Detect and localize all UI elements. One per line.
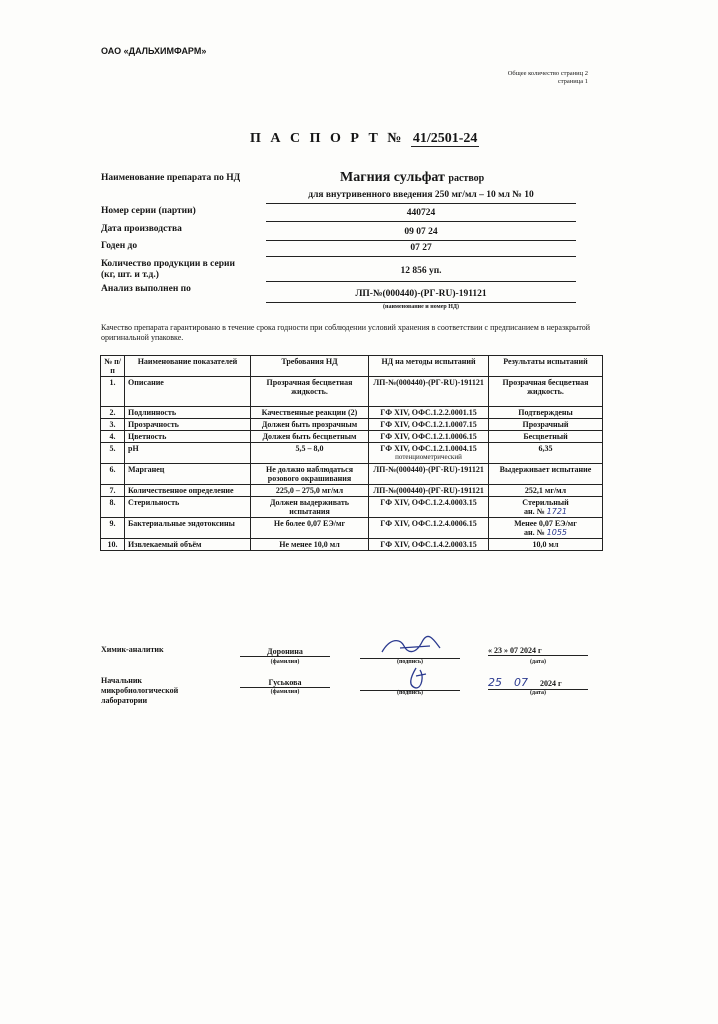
head-date-day: 25 (488, 676, 502, 689)
analysis-label: Анализ выполнен по (101, 284, 191, 294)
row-indicator: Цветность (125, 431, 251, 443)
row-number: 10. (101, 539, 125, 551)
head-date (488, 676, 588, 690)
production-date-label: Дата производства (101, 224, 182, 234)
table-row (101, 497, 603, 518)
document-title (250, 131, 479, 147)
row-indicator: pH (125, 443, 251, 464)
series-value: 440724 (406, 208, 436, 218)
row-method (369, 443, 489, 464)
row-indicator: Подлинность (125, 407, 251, 419)
result-text: Стерильный (522, 498, 569, 507)
header-results: Результаты испытаний (489, 356, 603, 377)
row-method: ГФ XIV, ОФС.1.2.2.0001.15 (369, 407, 489, 419)
result-text: Менее 0,07 ЕЭ/мг (514, 519, 577, 528)
row-method: ЛП-№(000440)-(РГ-RU)-191121 (369, 377, 489, 407)
row-requirement: Качественные реакции (2) (251, 407, 369, 419)
row-requirement: Прозрачная бесцветная жидкость. (251, 377, 369, 407)
row-requirement: Не должно наблюдаться розового окрашивания (251, 464, 369, 485)
results-table (100, 355, 603, 551)
head-signature (360, 666, 460, 691)
head-label-line3: лаборатории (101, 696, 148, 705)
total-pages: Общее количество страниц 2 (507, 70, 588, 77)
page-info (500, 70, 588, 86)
drug-description: для внутривенного введения 250 мг/мл – 10 мл № 10 (308, 190, 534, 200)
row-indicator: Бактериальные эндотоксины (125, 518, 251, 539)
row-result: Подтверждены (489, 407, 603, 419)
analysis-number-label: ан. № (523, 528, 545, 537)
row-indicator: Марганец (125, 464, 251, 485)
head-date-month: 07 (514, 676, 528, 689)
head-date-year: 2024 г (540, 679, 562, 688)
row-result: 10,0 мл (489, 539, 603, 551)
drug-name (340, 170, 484, 186)
row-number: 7. (101, 485, 125, 497)
signature-scribble-icon (360, 666, 460, 690)
row-number: 6. (101, 464, 125, 485)
chemist-signature (360, 634, 460, 659)
row-requirement: 225,0 – 275,0 мг/мл (251, 485, 369, 497)
table-row (101, 539, 603, 551)
head-label-line1: Начальник (101, 676, 143, 685)
head-name-caption: (фамилия) (270, 689, 300, 695)
row-indicator: Извлекаемый объём (125, 539, 251, 551)
row-method: ГФ XIV, ОФС.1.2.4.0006.15 (369, 518, 489, 539)
row-requirement: Не более 0,07 ЕЭ/мг (251, 518, 369, 539)
head-date-caption: (дата) (530, 690, 546, 696)
quantity-label (101, 259, 264, 281)
row-indicator: Описание (125, 377, 251, 407)
row-method: ГФ XIV, ОФС.1.2.1.0006.15 (369, 431, 489, 443)
method-text: ГФ XIV, ОФС.1.2.1.0004.15 (380, 444, 477, 453)
row-indicator: Стерильность (125, 497, 251, 518)
row-result (489, 497, 603, 518)
row-method: ЛП-№(000440)-(РГ-RU)-191121 (369, 485, 489, 497)
row-number: 8. (101, 497, 125, 518)
table-row (101, 419, 603, 431)
row-method: ГФ XIV, ОФС.1.2.4.0003.15 (369, 497, 489, 518)
analysis-number (492, 507, 599, 516)
chemist-sign-caption: (подпись) (396, 659, 424, 665)
table-row (101, 443, 603, 464)
series-label: Номер серии (партии) (101, 206, 196, 216)
quantity-underline (266, 281, 576, 282)
production-date-underline (266, 240, 576, 241)
table-row (101, 407, 603, 419)
chemist-date: « 23 » 07 2024 г (488, 646, 588, 656)
row-requirement: Не менее 10,0 мл (251, 539, 369, 551)
head-label-line2: микробиологической (101, 686, 179, 695)
row-result: Прозрачный (489, 419, 603, 431)
table-row (101, 377, 603, 407)
signature-scribble-icon (360, 634, 460, 658)
header-methods: НД на методы испытаний (369, 356, 489, 377)
row-method: ЛП-№(000440)-(РГ-RU)-191121 (369, 464, 489, 485)
title-prefix: П А С П О Р Т № (250, 131, 405, 146)
row-result (489, 518, 603, 539)
row-number: 3. (101, 419, 125, 431)
drug-form: раствор (448, 173, 485, 184)
row-result: 252,1 мг/мл (489, 485, 603, 497)
expiry-underline (266, 256, 576, 257)
header-indicator: Наименование показателей (125, 356, 251, 377)
row-indicator: Количественное определение (125, 485, 251, 497)
chemist-name-caption: (фамилия) (270, 659, 300, 665)
quantity-value: 12 856 уп. (400, 266, 442, 276)
row-result: Прозрачная бесцветная жидкость. (489, 377, 603, 407)
header-requirements: Требования НД (251, 356, 369, 377)
drug-label: Наименование препарата по НД (101, 173, 241, 183)
passport-number: 41/2501-24 (412, 131, 478, 146)
analysis-underline (266, 302, 576, 303)
header-number: № п/п (101, 356, 125, 377)
row-result: Бесцветный (489, 431, 603, 443)
row-number: 5. (101, 443, 125, 464)
row-requirement: Должен выдерживать испытания (251, 497, 369, 518)
table-row (101, 485, 603, 497)
production-date-value: 09 07 24 (404, 227, 438, 237)
head-name: Гуськова (240, 678, 330, 688)
table-row (101, 518, 603, 539)
chemist-label: Химик-аналитик (101, 645, 164, 654)
row-requirement: Должен быть прозрачным (251, 419, 369, 431)
row-number: 1. (101, 377, 125, 407)
handwritten-analysis-number: 1055 (546, 528, 567, 537)
row-number: 9. (101, 518, 125, 539)
table-row (101, 464, 603, 485)
table-row (101, 431, 603, 443)
analysis-number (492, 528, 599, 537)
quantity-label-line2: (кг, шт. и т.д.) (101, 270, 159, 280)
table-header-row (101, 356, 603, 377)
company-name: ОАО «ДАЛЬХИМФАРМ» (101, 46, 207, 56)
row-number: 2. (101, 407, 125, 419)
drug-name-text: Магния сульфат (340, 170, 445, 185)
method-note: потенциометрический (395, 453, 462, 461)
row-result: Выдерживает испытание (489, 464, 603, 485)
drug-underline (266, 203, 576, 204)
row-method: ГФ XIV, ОФС.1.4.2.0003.15 (369, 539, 489, 551)
row-requirement: Должен быть бесцветным (251, 431, 369, 443)
row-method: ГФ XIV, ОФС.1.2.1.0007.15 (369, 419, 489, 431)
page-number: страница 1 (557, 78, 588, 85)
head-sign-caption: (подпись) (396, 690, 424, 696)
handwritten-analysis-number: 1721 (546, 507, 567, 516)
row-requirement: 5,5 – 8,0 (251, 443, 369, 464)
analysis-value: ЛП-№(000440)-(РГ-RU)-191121 (355, 289, 487, 299)
chemist-date-caption: (дата) (530, 659, 546, 665)
expiry-label: Годен до (101, 241, 138, 251)
analysis-number-label: ан. № (523, 507, 545, 516)
row-number: 4. (101, 431, 125, 443)
head-label (101, 676, 178, 706)
quantity-label-line1: Количество продукции в серии (101, 259, 235, 269)
row-result: 6,35 (489, 443, 603, 464)
quality-guarantee: Качество препарата гарантировано в течение срока годности при соблюдении условий хранения в соответствии с предписанием в неразкрытой оригинальной упаковке. (101, 323, 591, 342)
series-underline (266, 221, 576, 222)
analysis-caption: (наименование и номер НД) (383, 304, 459, 310)
expiry-value: 07 27 (410, 243, 432, 253)
chemist-name: Доронина (240, 647, 330, 657)
row-indicator: Прозрачность (125, 419, 251, 431)
